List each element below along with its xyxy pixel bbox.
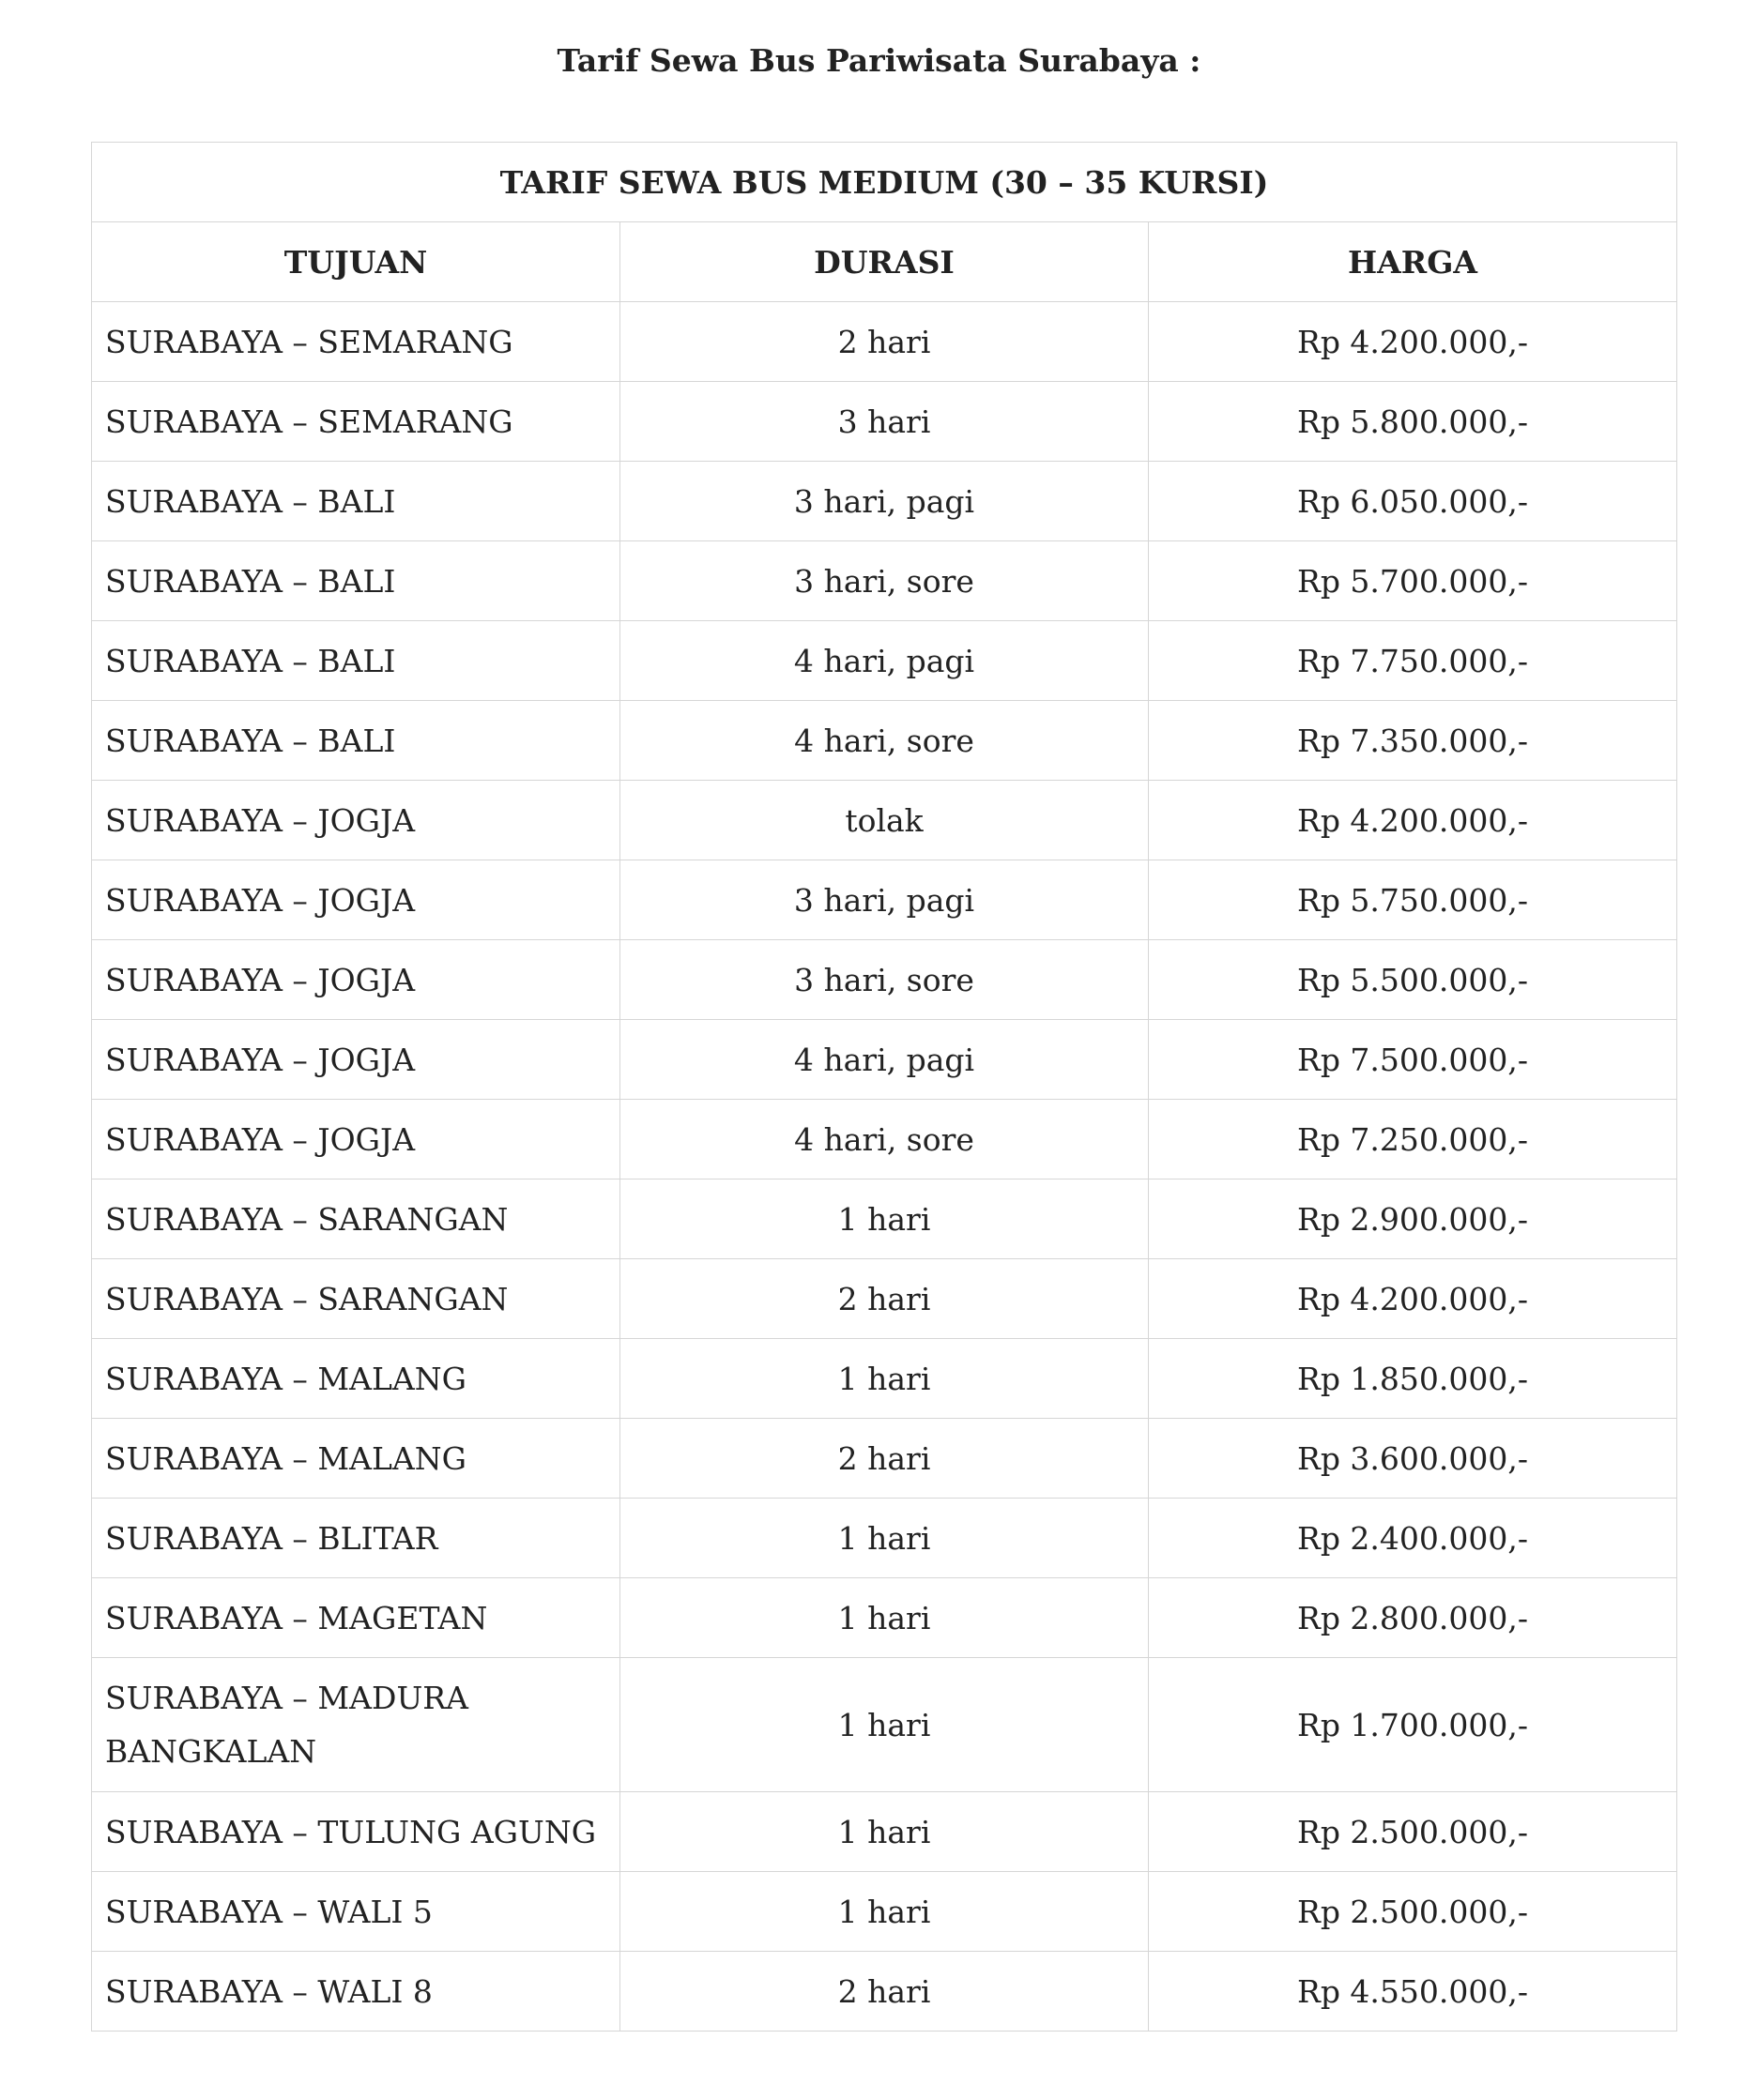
- table-row: [92, 621, 1677, 701]
- cell-durasi: 3 hari, sore: [620, 940, 1149, 1020]
- cell-tujuan: SURABAYA – MADURA BANGKALAN: [92, 1658, 620, 1792]
- cell-harga: Rp 2.500.000,-: [1149, 1792, 1677, 1872]
- table-row: [92, 462, 1677, 541]
- cell-tujuan: SURABAYA – SARANGAN: [92, 1179, 620, 1259]
- header-durasi: DURASI: [620, 222, 1149, 302]
- table-row: [92, 302, 1677, 382]
- tariff-table-container: [91, 142, 1676, 2032]
- cell-durasi: 4 hari, pagi: [620, 621, 1149, 701]
- cell-harga: Rp 5.800.000,-: [1149, 382, 1677, 462]
- table-caption: TARIF SEWA BUS MEDIUM (30 – 35 KURSI): [92, 143, 1677, 222]
- cell-harga: Rp 2.500.000,-: [1149, 1872, 1677, 1952]
- cell-harga: Rp 1.700.000,-: [1149, 1658, 1677, 1792]
- cell-harga: Rp 4.550.000,-: [1149, 1952, 1677, 2032]
- cell-harga: Rp 2.900.000,-: [1149, 1179, 1677, 1259]
- header-harga: HARGA: [1149, 222, 1677, 302]
- table-row: [92, 1952, 1677, 2032]
- cell-durasi: 3 hari, sore: [620, 541, 1149, 621]
- cell-durasi: 1 hari: [620, 1872, 1149, 1952]
- cell-durasi: 4 hari, pagi: [620, 1020, 1149, 1100]
- tariff-table: [91, 142, 1677, 2032]
- cell-durasi: 3 hari: [620, 382, 1149, 462]
- table-row: [92, 1020, 1677, 1100]
- cell-durasi: 2 hari: [620, 1419, 1149, 1499]
- cell-durasi: 2 hari: [620, 1952, 1149, 2032]
- cell-tujuan: SURABAYA – TULUNG AGUNG: [92, 1792, 620, 1872]
- table-row: [92, 1658, 1677, 1792]
- cell-tujuan: SURABAYA – BLITAR: [92, 1499, 620, 1578]
- table-row: [92, 781, 1677, 860]
- cell-harga: Rp 4.200.000,-: [1149, 781, 1677, 860]
- cell-harga: Rp 7.500.000,-: [1149, 1020, 1677, 1100]
- cell-harga: Rp 7.250.000,-: [1149, 1100, 1677, 1179]
- cell-harga: Rp 3.600.000,-: [1149, 1419, 1677, 1499]
- table-row: [92, 1792, 1677, 1872]
- table-row: [92, 1578, 1677, 1658]
- cell-tujuan: SURABAYA – SEMARANG: [92, 302, 620, 382]
- cell-tujuan: SURABAYA – JOGJA: [92, 1020, 620, 1100]
- table-row: [92, 1339, 1677, 1419]
- cell-tujuan: SURABAYA – JOGJA: [92, 1100, 620, 1179]
- cell-durasi: 2 hari: [620, 1259, 1149, 1339]
- cell-harga: Rp 5.750.000,-: [1149, 860, 1677, 940]
- table-row: [92, 1100, 1677, 1179]
- cell-durasi: 1 hari: [620, 1339, 1149, 1419]
- table-row: [92, 701, 1677, 781]
- cell-durasi: 4 hari, sore: [620, 1100, 1149, 1179]
- cell-tujuan: SURABAYA – WALI 5: [92, 1872, 620, 1952]
- cell-tujuan: SURABAYA – MALANG: [92, 1419, 620, 1499]
- cell-tujuan: SURABAYA – BALI: [92, 462, 620, 541]
- cell-harga: Rp 7.350.000,-: [1149, 701, 1677, 781]
- table-row: [92, 860, 1677, 940]
- cell-harga: Rp 4.200.000,-: [1149, 1259, 1677, 1339]
- cell-harga: Rp 1.850.000,-: [1149, 1339, 1677, 1419]
- table-row: [92, 1499, 1677, 1578]
- cell-tujuan: SURABAYA – JOGJA: [92, 781, 620, 860]
- cell-durasi: 1 hari: [620, 1792, 1149, 1872]
- cell-harga: Rp 5.700.000,-: [1149, 541, 1677, 621]
- cell-durasi: 1 hari: [620, 1658, 1149, 1792]
- cell-tujuan: SURABAYA – BALI: [92, 701, 620, 781]
- cell-tujuan: SURABAYA – JOGJA: [92, 940, 620, 1020]
- cell-tujuan: SURABAYA – WALI 8: [92, 1952, 620, 2032]
- cell-durasi: 3 hari, pagi: [620, 860, 1149, 940]
- cell-harga: Rp 4.200.000,-: [1149, 302, 1677, 382]
- table-caption-row: [92, 143, 1677, 222]
- cell-tujuan: SURABAYA – MAGETAN: [92, 1578, 620, 1658]
- page-title: Tarif Sewa Bus Pariwisata Surabaya :: [557, 42, 1201, 79]
- table-row: [92, 382, 1677, 462]
- cell-durasi: 1 hari: [620, 1499, 1149, 1578]
- cell-durasi: 1 hari: [620, 1179, 1149, 1259]
- cell-tujuan: SURABAYA – SEMARANG: [92, 382, 620, 462]
- cell-tujuan: SURABAYA – MALANG: [92, 1339, 620, 1419]
- table-body: [92, 302, 1677, 2032]
- cell-harga: Rp 5.500.000,-: [1149, 940, 1677, 1020]
- table-row: [92, 1872, 1677, 1952]
- table-row: [92, 541, 1677, 621]
- header-tujuan: TUJUAN: [92, 222, 620, 302]
- cell-harga: Rp 6.050.000,-: [1149, 462, 1677, 541]
- cell-tujuan: SURABAYA – SARANGAN: [92, 1259, 620, 1339]
- table-row: [92, 1179, 1677, 1259]
- cell-durasi: 1 hari: [620, 1578, 1149, 1658]
- table-row: [92, 1259, 1677, 1339]
- table-row: [92, 1419, 1677, 1499]
- cell-durasi: 4 hari, sore: [620, 701, 1149, 781]
- cell-harga: Rp 2.800.000,-: [1149, 1578, 1677, 1658]
- cell-durasi: 2 hari: [620, 302, 1149, 382]
- cell-tujuan: SURABAYA – BALI: [92, 541, 620, 621]
- cell-tujuan: SURABAYA – JOGJA: [92, 860, 620, 940]
- table-row: [92, 940, 1677, 1020]
- cell-durasi: 3 hari, pagi: [620, 462, 1149, 541]
- cell-tujuan: SURABAYA – BALI: [92, 621, 620, 701]
- cell-harga: Rp 7.750.000,-: [1149, 621, 1677, 701]
- cell-harga: Rp 2.400.000,-: [1149, 1499, 1677, 1578]
- cell-durasi: tolak: [620, 781, 1149, 860]
- table-header-row: [92, 222, 1677, 302]
